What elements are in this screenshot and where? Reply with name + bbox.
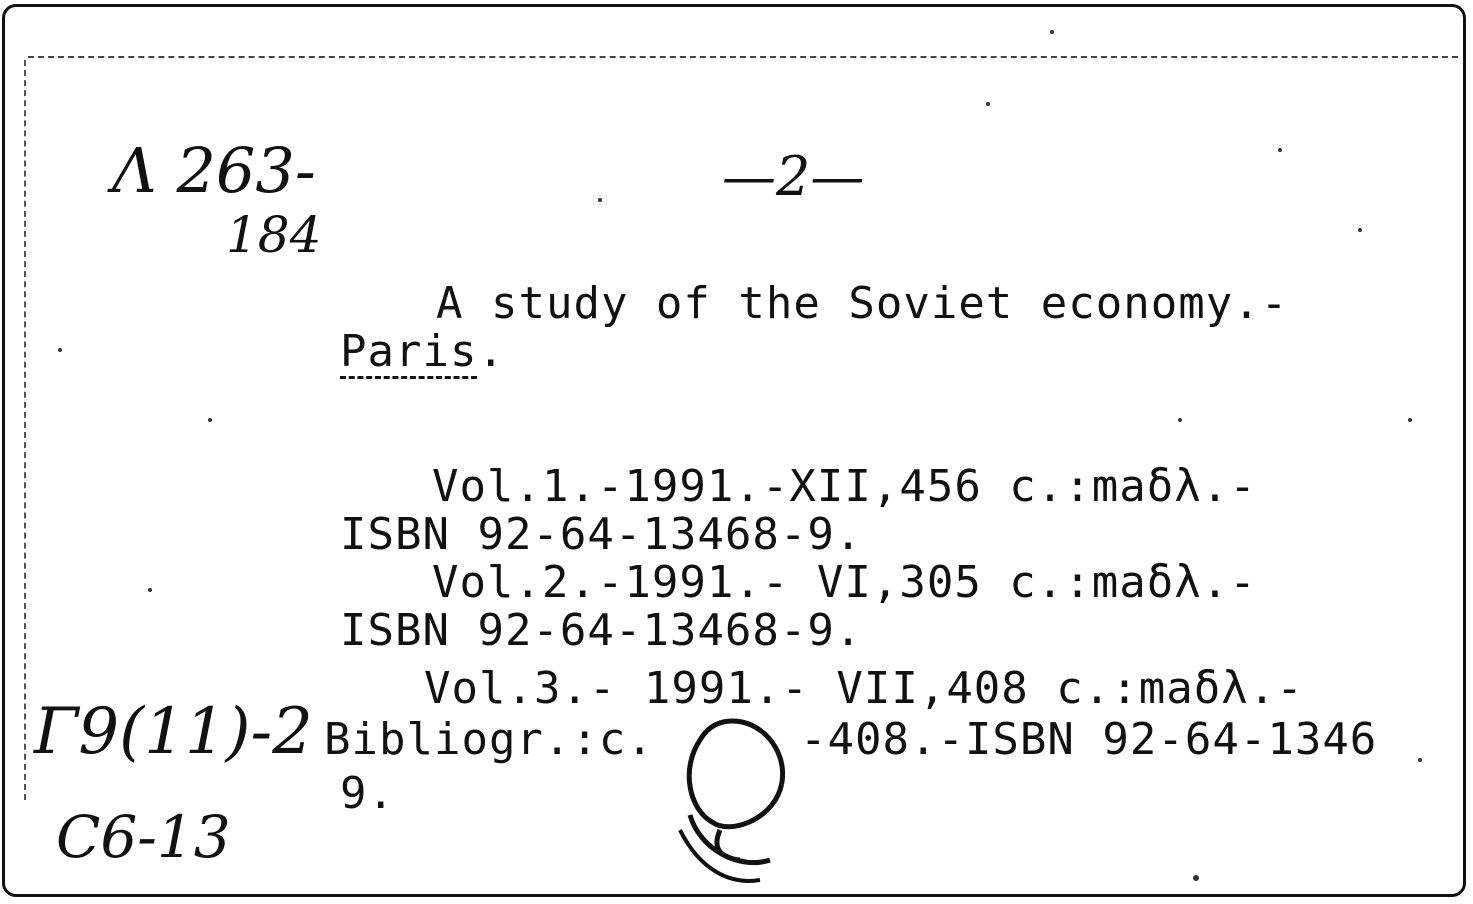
place-suffix: .: [477, 326, 505, 377]
shelfmark-line2: 184: [226, 206, 322, 264]
volume-number: —2—: [722, 145, 865, 208]
place-name: Paris: [340, 326, 478, 377]
volume-2-isbn: ISBN 92-64-13468-9.: [340, 605, 863, 656]
volume-1-isbn: ISBN 92-64-13468-9.: [340, 509, 863, 560]
volume-3-isbn: -408.-ISBN 92-64-1346: [800, 714, 1378, 765]
volume-3-bibliography: Bibliogr.:c.: [324, 714, 654, 765]
title-line: A study of the Soviet economy.-: [436, 278, 1289, 329]
volume-3-isbn-end: 9.: [340, 768, 395, 819]
classification-line2: C6-13: [56, 803, 231, 871]
volume-3-line1: Vol.3.- 1991.- VII,408 c.:maδλ.-: [424, 663, 1304, 714]
shelfmark-line1: Λ 263-: [112, 134, 316, 207]
volume-2-line1: Vol.2.-1991.- VI,305 c.:maδλ.-: [432, 557, 1257, 608]
volume-1-line1: Vol.1.-1991.-XII,456 c.:maδλ.-: [432, 461, 1257, 512]
classification-line1: Γ9(11)-2: [34, 695, 313, 769]
